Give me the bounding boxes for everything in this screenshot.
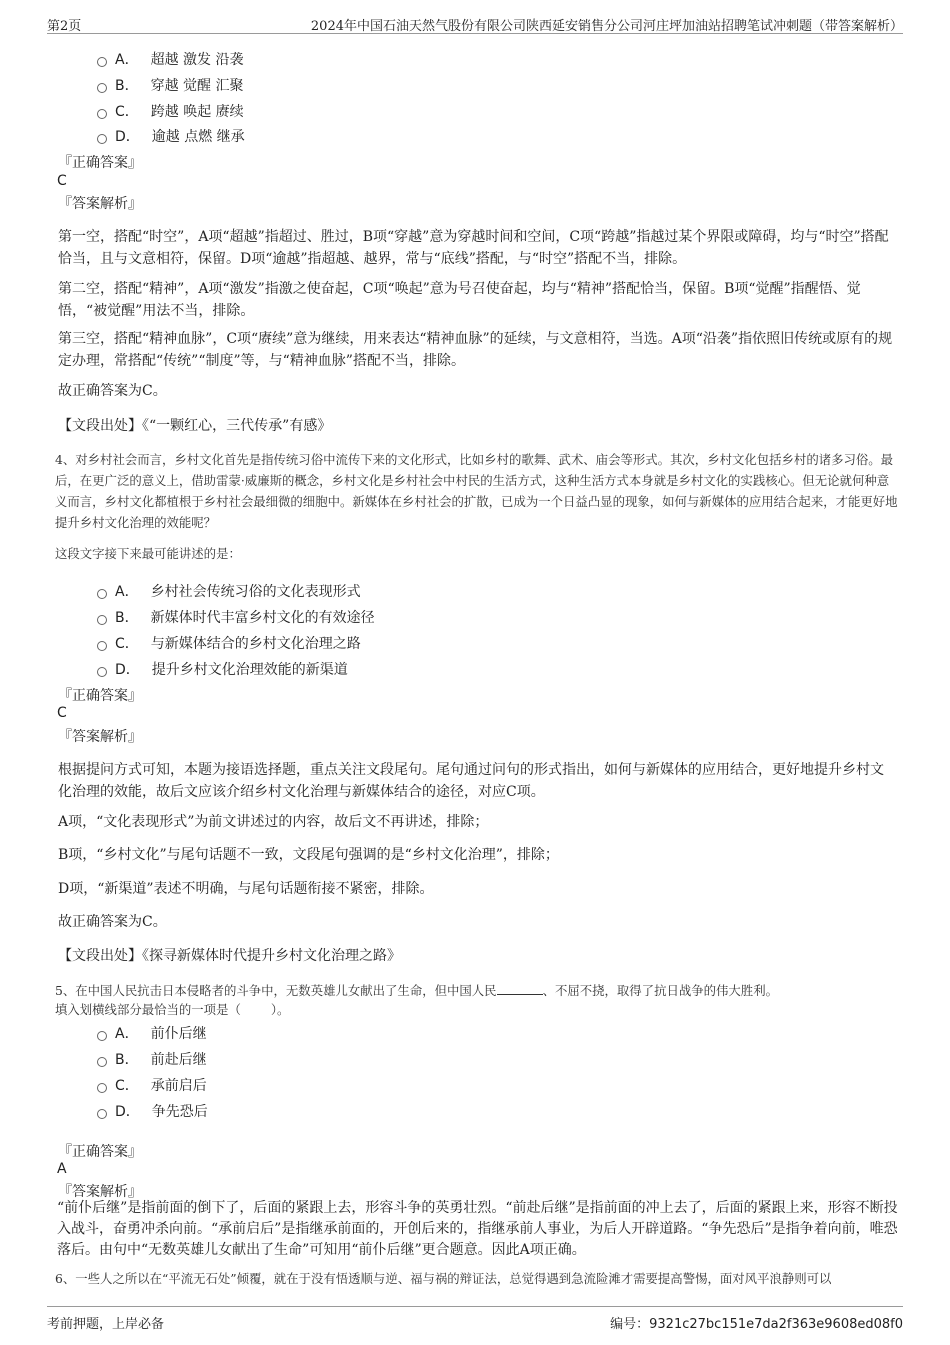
document-title: 2024年中国石油天然气股份有限公司陕西延安销售分公司河庄坪加油站招聘笔试冲刺题（带答案解析） [310,19,903,34]
q4-analysis-2: A项，“文化表现形式”为前文讲述过的内容，故后文不再讲述，排除； [58,814,489,830]
q3-analysis-1: 第一空，搭配“时空”，A项“超越”指超过、胜过，B项“穿越”意为穿越时间和空间，C项“跨越”指越过某个界限或障碍，均与“时空”搭配恰当，且与文意相符，保留。D项“逾越”指超越、越界，常与“底线”搭配，与“时空”搭配不当，排除。 [58,229,889,267]
radio-icon[interactable] [97,109,107,119]
q3-option-b[interactable]: B． 穿越 觉醒 汇聚 [97,75,244,95]
q4-analysis-3: B项，“乡村文化”与尾句话题不一致，文段尾句强调的是“乡村文化治理”，排除； [58,847,559,863]
radio-icon[interactable] [97,589,107,599]
analysis-label: 『答案解析』 [58,729,142,745]
document-code: 编号：9321c27bc151e7da2f363e9608ed08f0 [610,1317,903,1332]
radio-icon[interactable] [97,1057,107,1067]
q3-option-c[interactable]: C． 跨越 唤起 赓续 [97,101,244,121]
q3-option-a[interactable]: A． 超越 激发 沿袭 [97,49,243,69]
page-footer [47,1306,903,1332]
page-header [47,13,903,34]
q3-analysis-4: 故正确答案为C。 [58,383,167,399]
radio-icon[interactable] [97,667,107,677]
q4-option-d[interactable]: D． 提升乡村文化治理效能的新渠道 [97,659,348,679]
q3-option-d[interactable]: D． 逾越 点燃 继承 [97,126,245,146]
radio-icon[interactable] [97,1083,107,1093]
q3-source: 【文段出处】《“一颗红心，三代传承”有感》 [58,418,332,434]
q5-question-text: 5、在中国人民抗击日本侵略者的斗争中，无数英雄儿女献出了生命，但中国人民 、不屈不挠，取得了抗日战争的伟大胜利。 [55,983,778,998]
radio-icon[interactable] [97,83,107,93]
radio-icon[interactable] [97,641,107,651]
q4-source: 【文段出处】《探寻新媒体时代提升乡村文化治理之路》 [58,948,401,964]
correct-answer-label: 『正确答案』 [58,688,142,704]
q4-analysis-5: 故正确答案为C。 [58,914,167,930]
correct-answer-label: 『正确答案』 [58,1144,142,1160]
q4-answer: C [57,705,67,721]
q5-option-d[interactable]: D． 争先恐后 [97,1101,208,1121]
q4-option-b[interactable]: B． 新媒体时代丰富乡村文化的有效途径 [97,607,375,627]
q4-question-prompt: 这段文字接下来最可能讲述的是： [55,546,241,561]
q4-option-a[interactable]: A． 乡村社会传统习俗的文化表现形式 [97,581,361,601]
q4-question-text: 4、对乡村社会而言，乡村文化首先是指传统习俗中流传下来的文化形式，比如乡村的歌舞、武术、庙会等形式。其次，乡村文化包括乡村的诸多习俗。最后，在更广泛的意义上，借助雷蒙·威廉斯的概念，乡村文化是乡村社会中村民的生活方式，这种生活方式本身就是乡村文化的实践核心。但无论就何种意义而言，乡村文化都植根于乡村社会最细微的细胞中。新媒体在乡村社会的扩散，已成为一个日益凸显的现象，如何与新媒体的应用结合起来，才能更好地提升乡村文化治理的效能呢？ [55,452,898,530]
q4-option-c[interactable]: C． 与新媒体结合的乡村文化治理之路 [97,633,361,653]
radio-icon[interactable] [97,1031,107,1041]
radio-icon[interactable] [97,57,107,67]
q5-option-a[interactable]: A． 前仆后继 [97,1023,207,1043]
q5-option-b[interactable]: B． 前赴后继 [97,1049,207,1069]
analysis-label: 『答案解析』 [58,1184,142,1200]
q3-answer: C [57,173,67,189]
radio-icon[interactable] [97,615,107,625]
radio-icon[interactable] [97,1109,107,1119]
page-number: 第2页 [47,19,82,34]
q5-analysis: “前仆后继”是指前面的倒下了，后面的紧跟上去，形容斗争的英勇壮烈。“前赴后继”是指前面的冲上去了，后面的紧跟上来，形容不断投入战斗，奋勇冲杀向前。“承前启后”是指继承前面的，开创后来的，指继承前人事业，为后人开辟道路。“争先恐后”是指争着向前，唯恐落后。由句中“无数英雄儿女献出了生命”可知用“前仆后继”更合题意。因此A项正确。 [57,1200,898,1258]
analysis-label: 『答案解析』 [58,196,142,212]
q5-question-prompt: 填入划横线部分最恰当的一项是（ ）。 [55,1002,290,1017]
q4-analysis-4: D项，“新渠道”表述不明确，与尾句话题衔接不紧密，排除。 [58,881,434,897]
q5-answer: A [57,1161,67,1177]
correct-answer-label: 『正确答案』 [58,155,142,171]
q6-question-text: 6、一些人之所以在“平流无石处”倾覆，就在于没有悟透顺与逆、福与祸的辩证法，总觉得遇到急流险滩才需要提高警惕，面对风平浪静则可以 [55,1271,832,1286]
q3-analysis-2: 第二空，搭配“精神”，A项“激发”指激之使奋起，C项“唤起”意为号召使奋起，均与“精神”搭配恰当，保留。B项“觉醒”指醒悟、觉悟，“被觉醒”用法不当，排除。 [58,281,861,319]
radio-icon[interactable] [97,134,107,144]
q4-analysis-1: 根据提问方式可知，本题为接语选择题，重点关注文段尾句。尾句通过问句的形式指出，如何与新媒体的应用结合，更好地提升乡村文化治理的效能，故后文应该介绍乡村文化治理与新媒体结合的途径，对应C项。 [58,762,884,800]
q3-analysis-3: 第三空，搭配“精神血脉”，C项“赓续”意为继续，用来表达“精神血脉”的延续，与文意相符，当选。A项“沿袭”指依照旧传统或原有的规定办理，常搭配“传统”“制度”等，与“精神血脉”搭配不当，排除。 [58,331,893,369]
q5-option-c[interactable]: C． 承前启后 [97,1075,207,1095]
fill-blank [497,982,543,995]
footer-slogan: 考前押题，上岸必备 [47,1317,165,1332]
